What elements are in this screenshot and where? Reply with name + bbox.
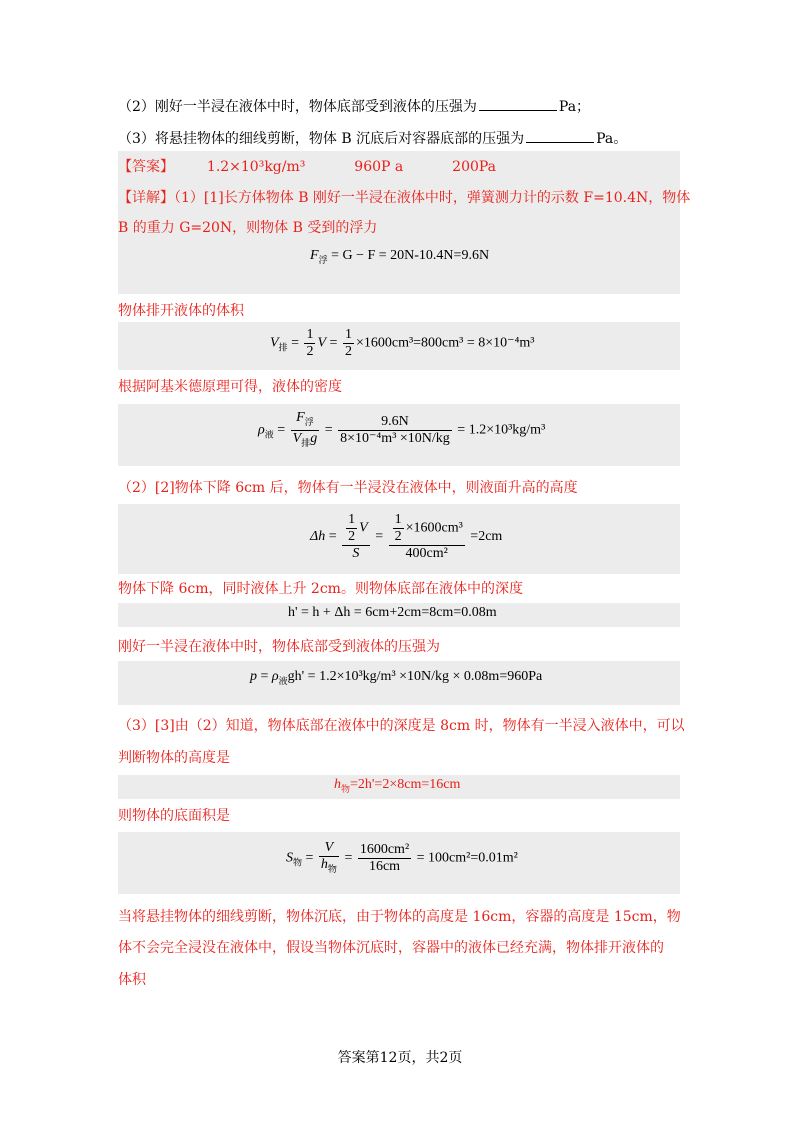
formula-object-height: $h_物=2h'=2\times 8cm=16cm$: [334, 777, 461, 794]
q2-detail-text: （2）[2]物体下降 6cm 后，物体有一半浸没在液体中，则液面升高的高度: [118, 480, 578, 496]
displaced-volume-text: 物体排开液体的体积: [118, 303, 244, 319]
answer-line: 【答案】 1.2×10³kg/m³ 960P a 200Pa: [118, 159, 497, 175]
formula-volume: $V_排$ = $\frac{1}{2}$ V = $\frac{1}{2}$ ×1600cm³=800cm³ = 8×10⁻⁴m³: [270, 327, 535, 359]
formula-depth: h' = h + Δh = 6cm+2cm=8cm=0.08m: [288, 605, 497, 620]
last-para-l1: 当将悬挂物体的细线剪断，物体沉底，由于物体的高度是 16cm，容器的高度是 15cm，物: [118, 909, 681, 925]
page-footer: 答案第12页，共2页: [337, 1050, 463, 1066]
formula-density: $\rho_液$ = $\frac{F_浮}{V_排g}$ = $\frac{9.6N}{\text{8×10⁻⁴m³ ×10N/kg}}$ = 1.2×10³kg/m³: [258, 410, 546, 448]
q3-detail-l2: 判断物体的高度是: [118, 750, 230, 766]
detail-p1-l1: 【详解】（1）[1]长方体物体 B 刚好一半浸在液体中时，弹簧测力计的示数 F=10.4N，物体: [118, 190, 691, 206]
archimedes-text: 根据阿基米德原理可得，液体的密度: [118, 379, 342, 395]
formula-height-rise: Δh = $\frac{1}{2}$ V S = $\frac{1}{2}$ ×1600cm³ 400cm² =2cm: [310, 512, 503, 561]
answer-blank: [479, 96, 557, 111]
question-3: （3）将悬挂物体的细线剪断，物体 B 沉底后对容器底部的压强为 Pa。: [118, 128, 627, 149]
question-2: （2）刚好一半浸在液体中时，物体底部受到液体的压强为 Pa；: [118, 96, 590, 117]
detail-p1-l2: B 的重力 G=20N，则物体 B 受到的浮力: [118, 220, 378, 236]
area-text: 则物体的底面积是: [118, 808, 230, 824]
formula-buoyancy: $F_浮 = G - F = 20N-10.4N=9.6N$: [310, 248, 490, 265]
depth-text: 物体下降 6cm，同时液体上升 2cm。则物体底部在液体中的深度: [118, 581, 523, 597]
pressure-text: 刚好一半浸在液体中时，物体底部受到液体的压强为: [118, 639, 440, 655]
last-para-l3: 体积: [118, 972, 146, 988]
answer-blank: [526, 128, 594, 143]
last-para-l2: 体不会完全浸没在液体中，假设当物体沉底时，容器中的液体已经充满，物体排开液体的: [118, 940, 664, 956]
formula-pressure: $p = \rho_液gh' = 1.2\times 10^3kg/m^3 \times 10N/kg \times 0.08m=960Pa$: [250, 669, 543, 686]
formula-area: $S_物$ = $\frac{V}{h_物}$ = $\frac{\text{1600cm²}}{16cm}$ = 100cm²=0.01m²: [286, 840, 518, 874]
q3-detail-l1: （3）[3]由（2）知道，物体底部在液体中的深度是 8cm 时，物体有一半浸入液体中，可以: [118, 718, 685, 734]
